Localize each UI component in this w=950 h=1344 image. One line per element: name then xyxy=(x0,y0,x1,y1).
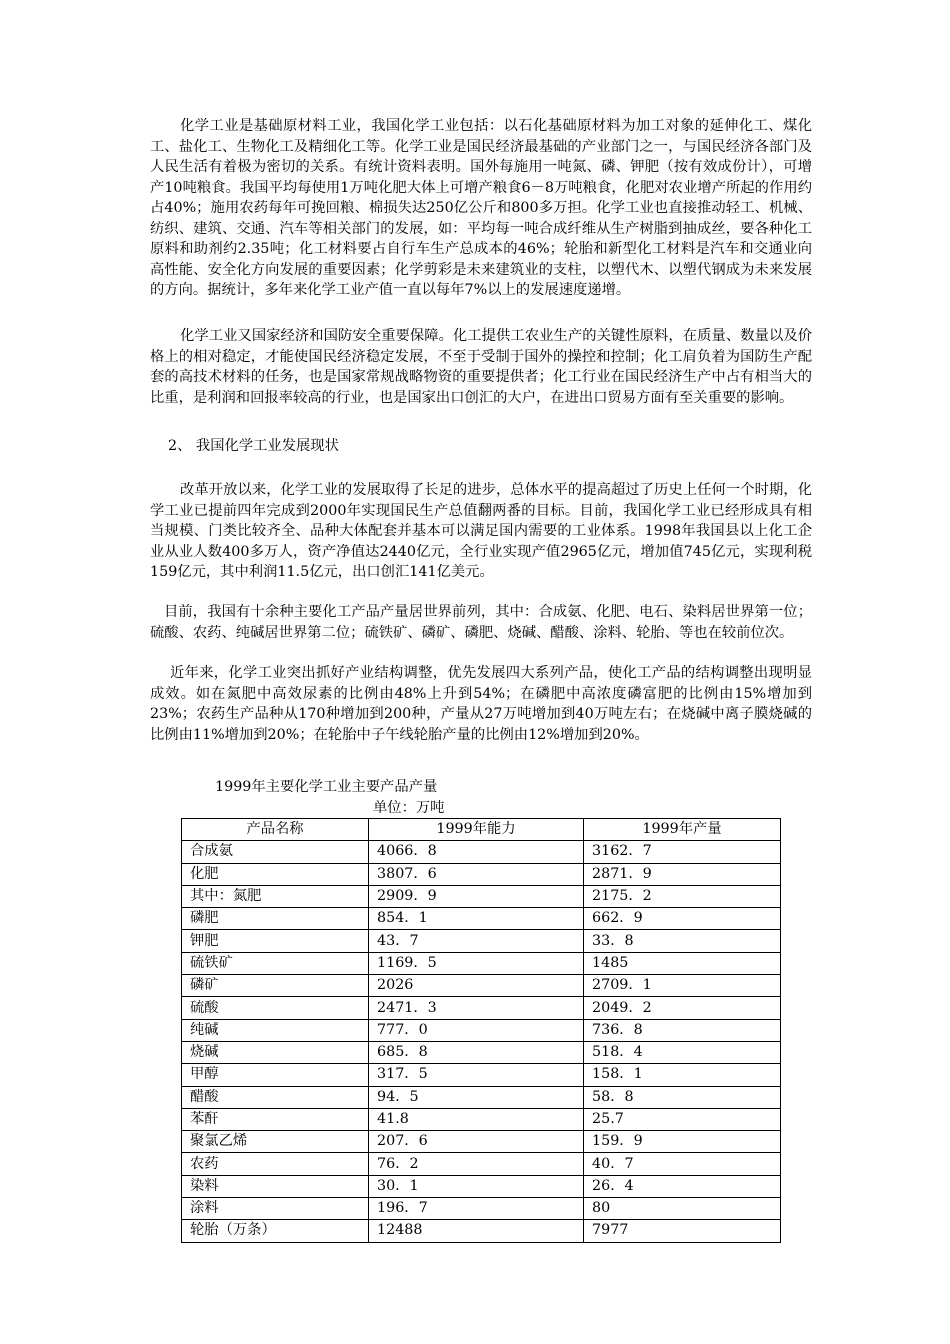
table-header-row xyxy=(182,819,781,841)
cell-capacity: 317．5 xyxy=(369,1064,584,1086)
cell-output: 158．1 xyxy=(584,1064,781,1086)
table-title: 1999年主要化学工业主要产品产量 xyxy=(215,779,438,795)
cell-capacity: 2026 xyxy=(369,975,584,997)
cell-output: 3162．7 xyxy=(584,841,781,863)
cell-product: 染料 xyxy=(182,1175,369,1197)
cell-output: 80 xyxy=(584,1198,781,1220)
table-row xyxy=(182,952,781,974)
cell-capacity: 41.8 xyxy=(369,1108,584,1130)
cell-output: 2049．2 xyxy=(584,997,781,1019)
cell-capacity: 43．7 xyxy=(369,930,584,952)
cell-product: 钾肥 xyxy=(182,930,369,952)
cell-product: 醋酸 xyxy=(182,1086,369,1108)
cell-product: 甲醇 xyxy=(182,1064,369,1086)
cell-product: 化肥 xyxy=(182,863,369,885)
paragraph-structure-adjustment: 近年来，化学工业突出抓好产业结构调整，优先发展四大系列产品，使化工产品的结构调整出现明显成效。如在氮肥中高效尿素的比例由48%上升到54%；在磷肥中高浓度磷富肥的比例由15%增加到23%；农药生产品种从170种增加到200种，产量从27万吨增加到40万吨左右；在烧碱中离子膜烧碱的比例由11%增加到20%；在轮胎中子午线轮胎产量的比例由12%增加到20%。 xyxy=(150,665,812,743)
table-row xyxy=(182,1041,781,1063)
cell-capacity: 76．2 xyxy=(369,1153,584,1175)
cell-output: 25.7 xyxy=(584,1108,781,1130)
cell-output: 2709．1 xyxy=(584,975,781,997)
cell-output: 26．4 xyxy=(584,1175,781,1197)
cell-capacity: 30．1 xyxy=(369,1175,584,1197)
cell-product: 涂料 xyxy=(182,1198,369,1220)
cell-output: 518．4 xyxy=(584,1041,781,1063)
cell-product: 聚氯乙烯 xyxy=(182,1131,369,1153)
cell-output: 2871．9 xyxy=(584,863,781,885)
paragraph-world-ranking: 目前，我国有十余种主要化工产品产量居世界前列，其中：合成氨、化肥、电石、染料居世界第一位；硫酸、农药、纯碱居世界第二位；硫铁矿、磷矿、磷肥、烧碱、醋酸、涂料、轮胎、等也在较前位次。 xyxy=(150,604,812,641)
cell-capacity: 94．5 xyxy=(369,1086,584,1108)
table-row xyxy=(182,1086,781,1108)
cell-product: 纯碱 xyxy=(182,1019,369,1041)
cell-capacity: 854．1 xyxy=(369,908,584,930)
cell-capacity: 12488 xyxy=(369,1220,584,1242)
cell-product: 农药 xyxy=(182,1153,369,1175)
header-product-name: 产品名称 xyxy=(182,819,369,841)
table-row xyxy=(182,908,781,930)
cell-capacity: 777．0 xyxy=(369,1019,584,1041)
table-row xyxy=(182,1220,781,1242)
cell-capacity: 207．6 xyxy=(369,1131,584,1153)
cell-output: 736．8 xyxy=(584,1019,781,1041)
production-table xyxy=(181,818,781,1243)
table-row xyxy=(182,885,781,907)
header-output: 1999年产量 xyxy=(584,819,781,841)
cell-product: 硫酸 xyxy=(182,997,369,1019)
cell-output: 58．8 xyxy=(584,1086,781,1108)
paragraph-national-security: 化学工业又国家经济和国防安全重要保障。化工提供工农业生产的关键性原料，在质量、数量以及价格上的相对稳定，才能使国民经济稳定发展，不至于受制于国外的操控和控制；化工肩负着为国防生产配套的高技术材料的任务，也是国家常规战略物资的重要提供者；化工行业在国民经济生产中占有相当大的比重，是利润和回报率较高的行业，也是国家出口创汇的大户，在进出口贸易方面有至关重要的影响。 xyxy=(150,328,812,406)
cell-product: 轮胎（万条） xyxy=(182,1220,369,1242)
cell-product: 其中：氮肥 xyxy=(182,885,369,907)
cell-product: 磷矿 xyxy=(182,975,369,997)
table-row xyxy=(182,1153,781,1175)
cell-output: 33．8 xyxy=(584,930,781,952)
table-row xyxy=(182,1064,781,1086)
table-unit: 单位：万吨 xyxy=(373,800,445,816)
table-row xyxy=(182,997,781,1019)
cell-product: 硫铁矿 xyxy=(182,952,369,974)
table-row xyxy=(182,1198,781,1220)
table-row xyxy=(182,1019,781,1041)
cell-output: 2175．2 xyxy=(584,885,781,907)
table-row xyxy=(182,841,781,863)
header-capacity: 1999年能力 xyxy=(369,819,584,841)
cell-capacity: 1169．5 xyxy=(369,952,584,974)
table-row xyxy=(182,863,781,885)
paragraph-chemical-industry-intro: 化学工业是基础原材料工业，我国化学工业包括：以石化基础原材料为加工对象的延伸化工、煤化工、盐化工、生物化工及精细化工等。化学工业是国民经济最基础的产业部门之一，与国民经济各部门及人民生活有着极为密切的关系。有统计资料表明。国外每施用一吨氮、磷、钾肥（按有效成份计），可增产10吨粮食。我国平均每使用1万吨化肥大体上可增产粮食6－8万吨粮食，化肥对农业增产所起的作用约占40%；施用农药每年可挽回粮、棉损失达250亿公斤和800多万担。化学工业也直接推动轻工、机械、纺织、建筑、交通、汽车等相关部门的发展，如：平均每一吨合成纤维从生产树脂到抽成丝，要各种化工原料和助剂约2.35吨；化工材料要占自行车生产总成本的46%；轮胎和新型化工材料是汽车和交通业向高性能、安全化方向发展的重要因素；化学剪彩是未来建筑业的支柱，以塑代木、以塑代钢成为未来发展的方向。据统计，多年来化学工业产值一直以每年7%以上的发展速度递增。 xyxy=(150,118,812,298)
cell-capacity: 3807．6 xyxy=(369,863,584,885)
cell-capacity: 4066．8 xyxy=(369,841,584,863)
cell-capacity: 2909．9 xyxy=(369,885,584,907)
table-row xyxy=(182,930,781,952)
cell-output: 662．9 xyxy=(584,908,781,930)
table-row xyxy=(182,1131,781,1153)
table-row xyxy=(182,975,781,997)
cell-product: 苯酐 xyxy=(182,1108,369,1130)
cell-output: 7977 xyxy=(584,1220,781,1242)
cell-output: 40．7 xyxy=(584,1153,781,1175)
cell-capacity: 685．8 xyxy=(369,1041,584,1063)
cell-capacity: 2471．3 xyxy=(369,997,584,1019)
cell-product: 磷肥 xyxy=(182,908,369,930)
cell-output: 1485 xyxy=(584,952,781,974)
table-row xyxy=(182,1108,781,1130)
cell-product: 合成氨 xyxy=(182,841,369,863)
cell-product: 烧碱 xyxy=(182,1041,369,1063)
cell-output: 159．9 xyxy=(584,1131,781,1153)
paragraph-development-status: 改革开放以来，化学工业的发展取得了长足的进步，总体水平的提高超过了历史上任何一个时期，化学工业已提前四年完成到2000年实现国民生产总值翻两番的目标。目前，我国化学工业已经形成具有相当规模、门类比较齐全、品种大体配套并基本可以满足国内需要的工业体系。1998年我国县以上化工企业从业人数400多万人，资产净值达2440亿元，全行业实现产值2965亿元，增加值745亿元，实现利税159亿元，其中利润11.5亿元，出口创汇141亿美元。 xyxy=(150,482,812,580)
section-heading: 2、 我国化学工业发展现状 xyxy=(168,438,339,454)
cell-capacity: 196．7 xyxy=(369,1198,584,1220)
table-row xyxy=(182,1175,781,1197)
